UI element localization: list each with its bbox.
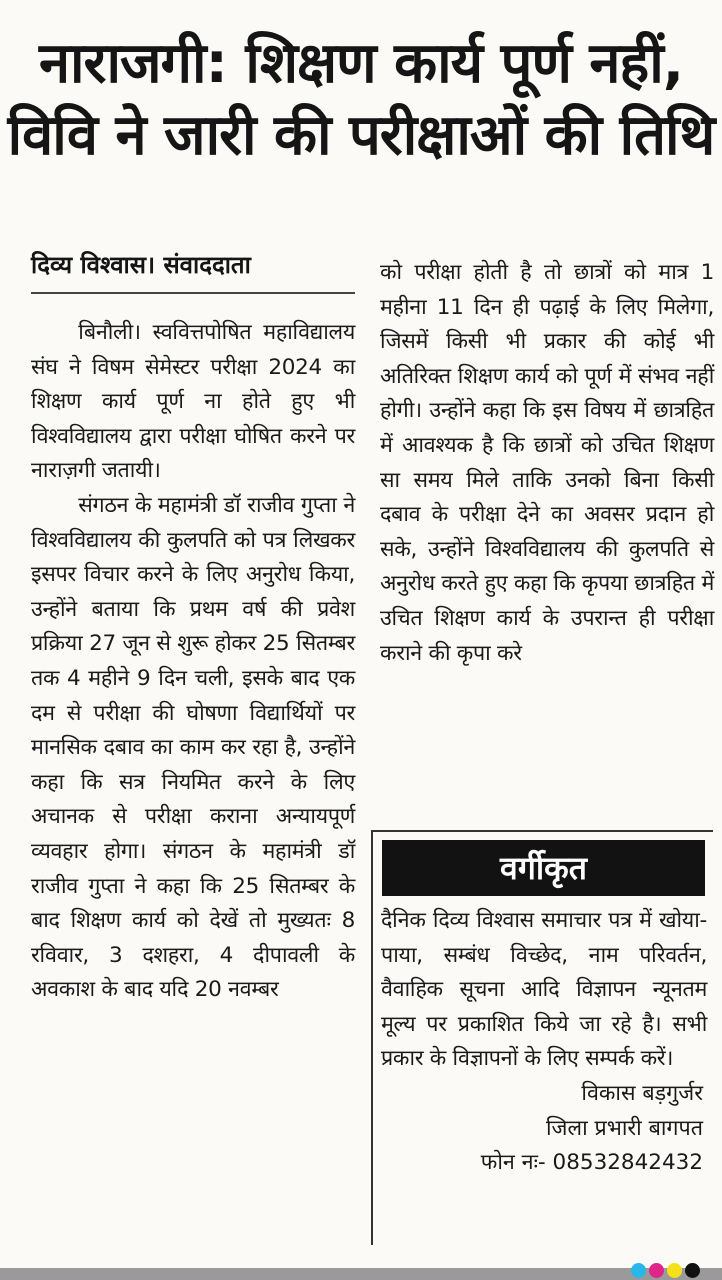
headline: [0, 28, 722, 172]
classified-contact-name: विकास बड़गुर्जर: [581, 1080, 703, 1106]
classified-contact-phone: फोन नः- 08532842432: [480, 1150, 703, 1176]
classified-heading: वर्गीकृत: [382, 840, 705, 896]
article-paragraph-2: संगठन के महामंत्री डॉ राजीव गुप्ता ने विश्वविद्यालय की कुलपति को पत्र लिखकर इसपर विचार करने के लिए अनुरोध किया, उन्होंने बताया कि प्रथम वर्ष की प्रवेश प्रक्रिया 27 जून से शुरू होकर 25 सितम्बर तक 4 महीने 9 दिन चली, इसके बाद एक दम से परीक्षा की घोषणा विद्यार्थियों पर मानसिक दबाव का काम कर रहा है, उन्होंने कहा कि सत्र नियमित करने के लिए अचानक से परीक्षा कराना अन्यायपूर्ण व्यवहार होगा। संगठन के महामंत्री डॉ राजीव गुप्ता ने कहा कि 25 सितम्बर के बाद शिक्षण कार्य को देखें तो मुख्यतः 8 रविवार, 3 दशहरा, 4 दीपावली के अवकाश के बाद यदि 20 नवम्बर: [31, 492, 355, 1003]
article-column-left: [31, 248, 355, 1008]
headline-line-2: विवि ने जारी की परीक्षाओं की तिथि: [7, 103, 715, 168]
magenta-registration-dot: [649, 1263, 664, 1278]
article-paragraph-1: बिनौली। स्ववित्तपोषित महाविद्यालय संघ ने विषम सेमेस्टर परीक्षा 2024 का शिक्षण कार्य पूर्ण ना होते हुए भी विश्वविद्यालय द्वारा परीक्षा घोषित करने पर नाराज़गी जतायी।: [31, 320, 355, 484]
yellow-registration-dot: [667, 1263, 682, 1278]
classified-body: दैनिक दिव्य विश्वास समाचार पत्र में खोया-पाया, सम्बंध विच्छेद, नाम परिवर्तन, वैवाहिक सूचना आदि विज्ञापन न्यूनतम मूल्य पर प्रकाशित किये जा रहे है। सभी प्रकार के विज्ञापनों के लिए सम्पर्क करें।: [381, 908, 707, 1072]
article-column-right: [380, 256, 714, 671]
black-registration-dot: [685, 1263, 700, 1278]
article-paragraph-3: को परीक्षा होती है तो छात्रों को मात्र 1 महीना 11 दिन ही पढ़ाई के लिए मिलेगा, जिसमें किसी भी प्रकार की कोई भी अतिरिक्त शिक्षण कार्य को पूर्ण में संभव नहीं होगी। उन्होंने कहा कि इस विषय में छात्रहित में आवश्यक है कि छात्रों को उचित शिक्षण सा समय मिले ताकि उनको बिना किसी दबाव के परीक्षा देने का अवसर प्रदान हो सके, उन्होंने विश्वविद्यालय की कुलपति से अनुरोध करते हुए कहा कि कृपया छात्रहित में उचित शिक्षण कार्य के उपरान्त ही परीक्षा कराने की कृपा करे: [380, 260, 714, 666]
cyan-registration-dot: [631, 1263, 646, 1278]
page-footer-bar: [0, 1268, 722, 1280]
print-registration-marks: [631, 1263, 700, 1278]
byline: दिव्य विश्वास। संवाददाता: [31, 248, 355, 294]
headline-line-1: नाराजगी: शिक्षण कार्य पूर्ण नहीं,: [38, 31, 684, 96]
classified-box: [371, 830, 713, 1245]
classified-contact-designation: जिला प्रभारी बागपत: [545, 1115, 703, 1141]
